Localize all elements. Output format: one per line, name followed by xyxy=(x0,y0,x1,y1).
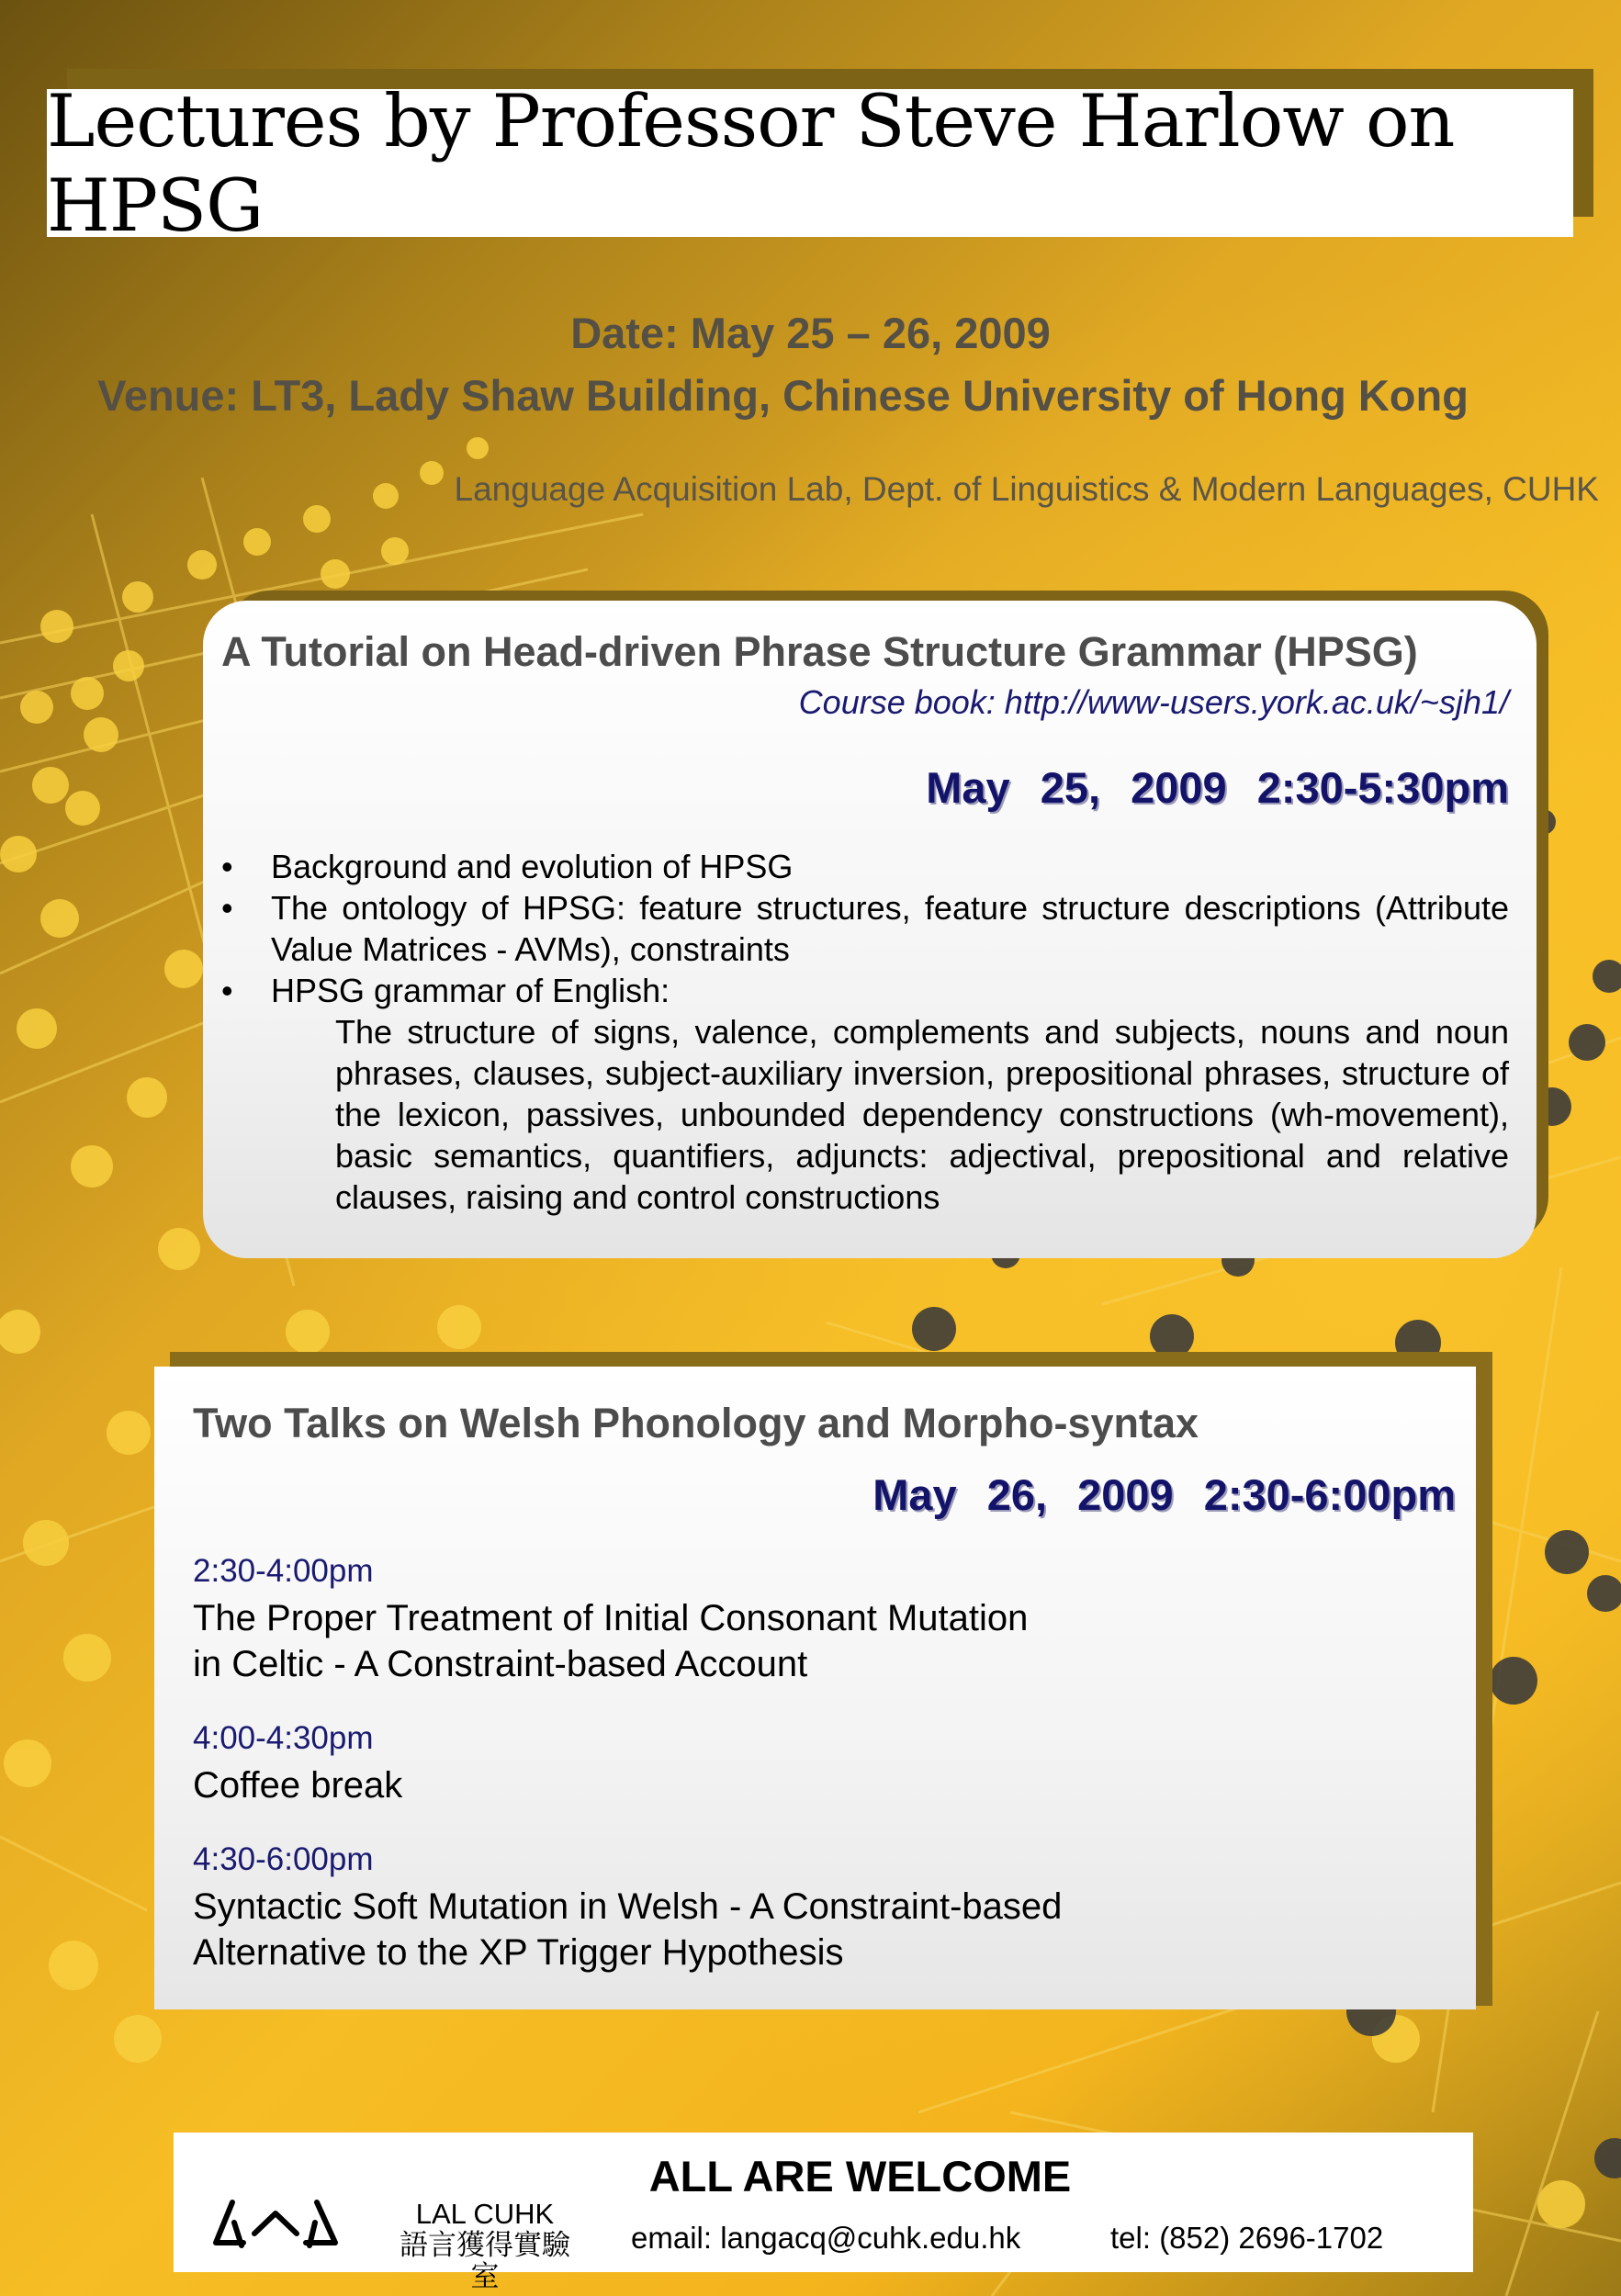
schedule-slot xyxy=(193,1553,1456,1687)
slot-time: 2:30-4:00pm xyxy=(193,1553,374,1589)
slot-title-line: Syntactic Soft Mutation in Welsh - A Constraint-based xyxy=(193,1886,1063,1927)
topic-item: • The ontology of HPSG: feature structures, feature structure descriptions (Attribute Value Matrices - AVMs), constraints xyxy=(221,887,1509,970)
topic-item: • Background and evolution of HPSG xyxy=(221,846,1509,887)
slot-title-line: The Proper Treatment of Initial Consonant Mutation xyxy=(193,1598,1029,1638)
contact-email[interactable]: email: langacq@cuhk.edu.hk xyxy=(631,2221,1021,2255)
slot-title xyxy=(193,1884,1456,1975)
lab-name xyxy=(398,2199,572,2292)
tutorial-datetime: May 25, 2009 2:30-5:30pm xyxy=(926,763,1509,812)
event-date: Date: May 25 – 26, 2009 xyxy=(570,309,1051,357)
lab-name-zh: 語言獲得實驗室 xyxy=(400,2229,570,2292)
course-book-link[interactable]: Course book: http://www-users.york.ac.uk/~sjh1/ xyxy=(798,683,1509,721)
lal-logo-icon xyxy=(207,2195,344,2259)
welsh-datetime: May 26, 2009 2:30-6:00pm xyxy=(872,1470,1456,1519)
event-venue: Venue: LT3, Lady Shaw Building, Chinese University of Hong Kong xyxy=(97,371,1469,420)
slot-time: 4:30-6:00pm xyxy=(193,1841,374,1877)
welsh-heading: Two Talks on Welsh Phonology and Morpho-syntax xyxy=(193,1400,1199,1446)
page-title: Lectures by Professor Steve Harlow on HPSG xyxy=(47,78,1455,248)
schedule-slot xyxy=(193,1720,1456,1808)
slot-title-line: Coffee break xyxy=(193,1765,403,1806)
welcome-text: ALL ARE WELCOME xyxy=(648,2152,1072,2200)
title-banner xyxy=(47,78,1573,248)
tutorial-topics xyxy=(221,846,1509,1011)
schedule-slot xyxy=(193,1841,1456,1975)
slot-title-line: Alternative to the XP Trigger Hypothesis xyxy=(193,1932,844,1973)
slot-title-line: in Celtic - A Constraint-based Account xyxy=(193,1644,808,1684)
tutorial-heading: A Tutorial on Head-driven Phrase Structure Grammar (HPSG) xyxy=(221,628,1418,675)
slot-time: 4:00-4:30pm xyxy=(193,1720,374,1756)
event-organizer: Language Acquisition Lab, Dept. of Linguistics & Modern Languages, CUHK xyxy=(454,470,1599,508)
contact-phone: tel: (852) 2696-1702 xyxy=(1110,2221,1384,2255)
lab-name-en: LAL CUHK xyxy=(415,2198,555,2230)
footer-banner xyxy=(174,2133,1473,2292)
grammar-subtopics: The structure of signs, valence, complements and subjects, nouns and noun phrases, clauses, subject-auxiliary inversion, prepositional phrases, structure of the lexicon, passives, unbounded dependency constructions (wh-movement), basic semantics, quantifiers, adjuncts: adjectival, prepositional and relative clauses, raising and control constructions xyxy=(335,1013,1509,1216)
welsh-card xyxy=(154,1367,1476,2009)
topic-item: • HPSG grammar of English: xyxy=(221,970,1509,1011)
slot-title xyxy=(193,1762,1456,1808)
slot-title xyxy=(193,1595,1456,1687)
tutorial-card xyxy=(203,601,1537,1258)
